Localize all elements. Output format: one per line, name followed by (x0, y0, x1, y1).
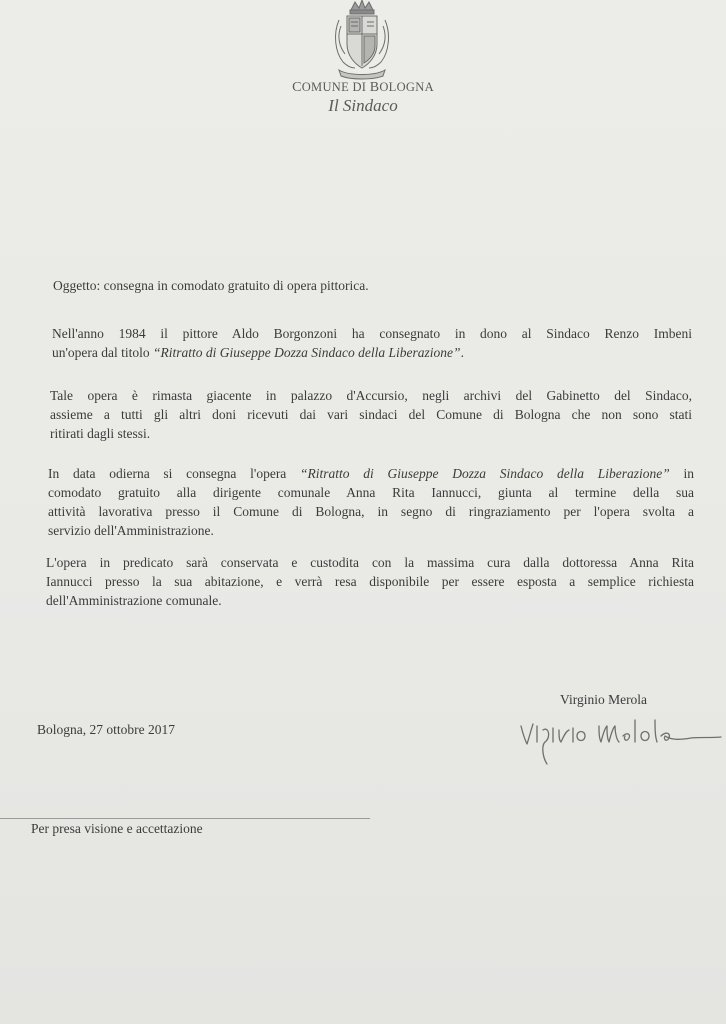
paragraph-4-line-1: L'opera in predicato sarà conservata e custodita con la massima cura dalla dottoressa Anna Rita (46, 555, 694, 570)
acceptance-label: Per presa visione e accettazione (31, 821, 203, 836)
artwork-title: “Ritratto di Giuseppe Dozza Sindaco della Liberazione” (153, 345, 461, 360)
paragraph-4 (46, 553, 694, 610)
municipality-initial: C (292, 80, 302, 95)
paragraph-1-line-2-post: . (460, 345, 464, 360)
paragraph-2 (50, 386, 692, 443)
subject-line: Oggetto: consegna in comodato gratuito di opera pittorica. (53, 278, 369, 293)
place-and-date: Bologna, 27 ottobre 2017 (37, 722, 175, 737)
paragraph-2-line-2: assieme a tutti gli altri doni ricevuti dai vari sindaci del Comune di Bologna che non sono stati (50, 407, 692, 422)
paragraph-3 (48, 464, 694, 540)
municipality-rest: OMUNE DI (301, 80, 370, 94)
paragraph-3-line-1-post: in (669, 466, 694, 481)
paragraph-3-line-1-pre: In data odierna si consegna l'opera (48, 466, 301, 481)
paragraph-3-line-2: comodato gratuito alla dirigente comunale Anna Rita Iannucci, giunta al termine della sua (48, 485, 694, 500)
paragraph-3-line-3: attività lavorativa presso il Comune di Bologna, in segno di ringraziamento per l'opera svolta a (48, 504, 694, 519)
handwritten-signature (515, 712, 725, 770)
artwork-title: “Ritratto di Giuseppe Dozza Sindaco della Liberazione” (300, 466, 670, 481)
paragraph-1 (52, 324, 692, 362)
paragraph-3-line-4: servizio dell'Amministrazione. (48, 523, 214, 538)
paragraph-1-line-1: Nell'anno 1984 il pittore Aldo Borgonzoni ha consegnato in dono al Sindaco Renzo Imbeni (52, 326, 692, 341)
bologna-coat-of-arms-icon (331, 0, 393, 80)
city-initial: B (369, 80, 380, 95)
paragraph-4-line-3: dell'Amministrazione comunale. (46, 593, 222, 608)
paragraph-3-line-1 (48, 464, 694, 483)
paragraph-1-line-2-pre: un'opera dal titolo (52, 345, 154, 360)
office-title: Il Sindaco (328, 96, 398, 115)
paragraph-4-line-2: Iannucci presso la sua abitazione, e verrà resa disponibile per essere esposta a semplice richiesta (46, 574, 694, 589)
municipality-name (233, 80, 493, 96)
signer-name: Virginio Merola (560, 692, 648, 707)
paragraph-2-line-3: ritirati dagli stessi. (50, 426, 151, 441)
paragraph-1-line-2 (52, 343, 692, 362)
city-rest: OLOGNA (379, 80, 434, 94)
acceptance-signature-line (0, 818, 370, 819)
paragraph-2-line-1: Tale opera è rimasta giacente in palazzo d'Accursio, negli archivi del Gabinetto del Sindaco, (50, 388, 692, 403)
